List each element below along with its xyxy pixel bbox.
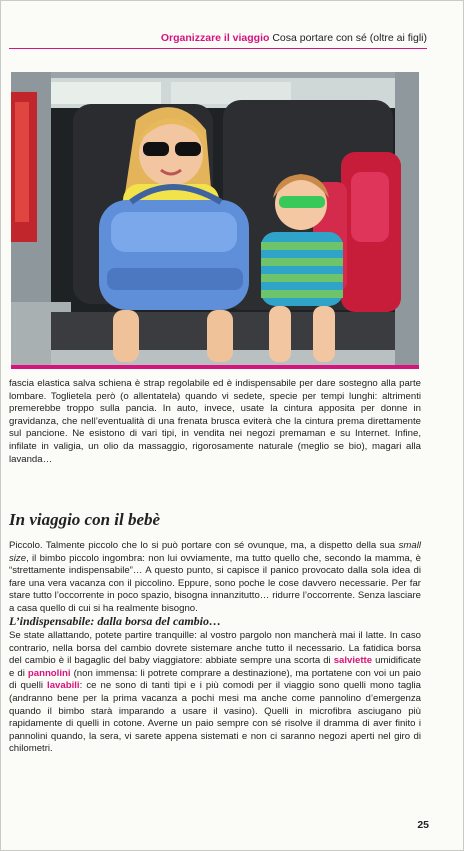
paragraph-borsa: [9, 630, 421, 756]
subheading: L’indispensabile: dalla borsa del cambio…: [9, 614, 221, 628]
paragraph-borsa-text-d: : ce ne sono di tanti tipi e i più comodi per il viaggio sono quelli mono taglia (andranno bene per la prima vacanza a pochi mesi ma anche come pannolino d’emergenza quando il bimbo starà imparando a usare il vasino). Quelli in microfibra asciugano più rapidamente di quelli in cotone. Averne un paio sempre con sé risolve il dramma di aver finito i pannolini quando, la sera, vi sarete appena sistemati e non ci saranno negozi aperti nel giro di chilometri.: [9, 680, 421, 755]
paragraph-bebe-text-a: Piccolo. Talmente piccolo che lo si può portare con sé ovunque, ma, a dispetto della sua: [9, 540, 399, 551]
paragraph-borsa-text-c: (non immensa: li potrete comprare a destinazione), ma portatene con voi un paio di quelli: [9, 667, 421, 692]
photo-children-in-car-trunk: [11, 72, 419, 365]
highlight-pannolini: pannolini: [27, 667, 71, 679]
section-heading: In viaggio con il bebè: [9, 510, 161, 529]
page-number: 25: [417, 819, 429, 831]
paragraph-intro: fascia elastica salva schiena è strap regolabile ed è indispensabile per dare sostegno alla parte lombare. Toglietela però (o allentatela) quando vi sedete, specie per tempi lunghi: altrimenti premerebbe troppo sulla pancia. In auto, invece, usate la cintura apposita per donne in gravidanza, che nell’eventualità di una frenata brusca eviterà che la cintura prema direttamente sul pancione. Ne esistono di vari tipi, in vendita nei negozi premaman e su Internet. Infine, infilate in valigia, un olio da massaggio, rigorosamente naturale (meglio se bio), magari alla lavanda…: [9, 378, 421, 465]
header-rule: [9, 48, 427, 49]
highlight-salviette: salviette: [333, 655, 373, 667]
paragraph-borsa-text-a: Se state allattando, potete partire tranquille: al vostro pargolo non mancherà mai il latte. In caso contrario, nella borsa del cambio dovrete sistemare anche tutto il necessario. La fatidica borsa del cambio è il bagaglic del baby viaggiatore: abbiate sempre una scorta di: [9, 630, 421, 667]
photo-accent-rule: [11, 365, 419, 369]
header-section: Organizzare il viaggio: [160, 32, 270, 44]
paragraph-bebe: [9, 540, 421, 616]
small-size-emphasis: small size: [9, 540, 421, 564]
highlight-lavabili: lavabili: [47, 680, 80, 692]
running-header: [9, 31, 427, 47]
header-subtitle: Cosa portare con sé (oltre ai figli): [272, 32, 427, 44]
paragraph-borsa-text-b: umidificate e di: [9, 655, 421, 679]
paragraph-bebe-text-b: , il bimbo piccolo ingombra: non lui ovviamente, ma tutto quello che, secondo la mamma, è “strettamente indispensabile”… A questo punto, si capisce il panico provocato dalla sola idea di fare una vera vacanza con il piccolino. Eppure, sono poche le cose davvero necessarie. Per far stare tutto l’occorrente in poco spazio, bisogna innanzitutto… ridurre l’occorrente. Senza lasciare a casa quello di cui si ha realmente bisogno.: [9, 552, 421, 614]
